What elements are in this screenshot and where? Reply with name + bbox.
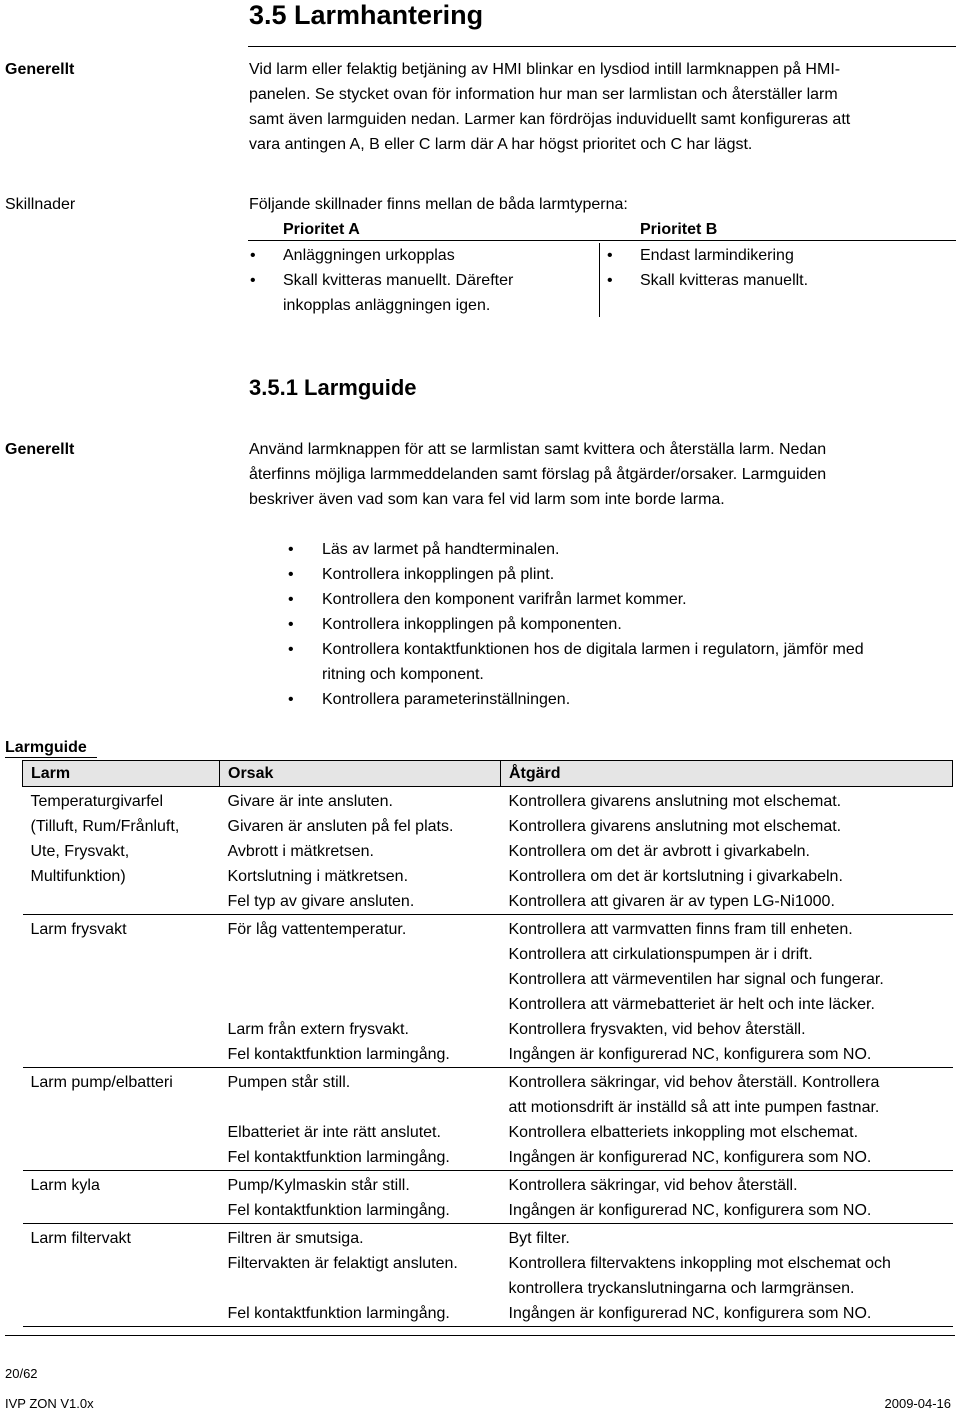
cell-line — [31, 1198, 220, 1223]
cell-line — [31, 1095, 220, 1120]
larmguide-title-underline — [5, 757, 97, 758]
cell-line — [31, 889, 220, 914]
table-body — [23, 787, 953, 1327]
prio-a-list — [249, 243, 589, 318]
cell-line: Givare är inte ansluten. — [227, 793, 393, 810]
cell-line: Kontrollera om det är avbrott i givarkabeln. — [508, 843, 810, 860]
cell-line: Kontrollera om det är kortslutning i givarkabeln. — [508, 868, 843, 885]
cell-larm — [23, 915, 220, 1068]
cell-orsak — [220, 1068, 501, 1171]
cell-line: Larm frysvakt — [30, 921, 127, 938]
generellt2-text — [249, 437, 949, 512]
cell-line — [228, 942, 501, 967]
table-row — [23, 787, 953, 915]
cell-line: Kontrollera att givaren är av typen LG-Ni1000. — [508, 893, 835, 910]
cell-atgard — [501, 1068, 953, 1171]
cell-line — [31, 1120, 220, 1145]
cell-line: Kontrollera elbatteriets inkoppling mot elschemat. — [508, 1124, 859, 1141]
skillnader-intro: Följande skillnader finns mellan de båda larmtyperna: — [249, 196, 628, 213]
cell-line: Ingången är konfigurerad NC, konfigurera som NO. — [508, 1305, 872, 1322]
text-line: vara antingen A, B eller C larm där A har högst prioritet och C har lägst. — [249, 136, 753, 153]
cell-atgard — [501, 1171, 953, 1224]
cell-line: Kontrollera att cirkulationspumpen är i drift. — [508, 946, 813, 963]
generellt-text — [249, 57, 949, 157]
generellt-label: Generellt — [5, 61, 75, 78]
check-list — [288, 537, 948, 712]
table-row — [23, 1171, 953, 1224]
check-item: • Läs av larmet på handterminalen. — [288, 537, 948, 562]
column-header-atgard: Åtgärd — [501, 761, 953, 787]
cell-orsak — [220, 1171, 501, 1224]
subsection-title: 3.5.1 Larmguide — [249, 375, 417, 400]
text-line: Använd larmknappen för att se larmlistan samt kvittera och återställa larm. Nedan — [249, 441, 827, 458]
cell-line: Fel kontaktfunktion larmingång. — [227, 1149, 450, 1166]
footer-divider — [5, 1335, 955, 1336]
check-item-continuation: ritning och komponent. — [322, 666, 484, 683]
page-number: 20/62 — [5, 1366, 38, 1381]
cell-line: Filtervakten är felaktigt ansluten. — [227, 1255, 458, 1272]
table-row — [23, 1068, 953, 1171]
cell-line: Kontrollera att varmvatten finns fram till enheten. — [508, 921, 853, 938]
text-line: panelen. Se stycket ovan för information hur man ser larmlistan och återställer larm — [249, 86, 838, 103]
cell-orsak — [220, 1224, 501, 1327]
prio-a-item: • Anläggningen urkopplas — [249, 243, 589, 268]
skillnader-label: Skillnader — [5, 196, 76, 213]
cell-line — [31, 1042, 220, 1067]
text-line: samt även larmguiden nedan. Larmer kan fördröjas induviduellt samt konfigureras att — [249, 111, 851, 128]
cell-line: Kontrollera frysvakten, vid behov återställ. — [508, 1021, 806, 1038]
cell-line: Temperaturgivarfel — [30, 793, 163, 810]
column-header-orsak: Orsak — [220, 761, 501, 787]
cell-line: Fel kontaktfunktion larmingång. — [227, 1305, 450, 1322]
cell-larm — [23, 1224, 220, 1327]
prio-a-heading: Prioritet A — [283, 221, 360, 238]
cell-larm — [23, 1171, 220, 1224]
cell-line: Fel kontaktfunktion larmingång. — [227, 1046, 450, 1063]
cell-line: Kontrollera att värmeventilen har signal och fungerar. — [508, 971, 884, 988]
cell-line: Elbatteriet är inte rätt anslutet. — [227, 1124, 441, 1141]
cell-line: Filtren är smutsiga. — [227, 1230, 364, 1247]
cell-line: Larm från extern frysvakt. — [227, 1021, 409, 1038]
cell-larm — [23, 1068, 220, 1171]
cell-line — [31, 1251, 220, 1276]
cell-line — [31, 1145, 220, 1170]
title-divider — [248, 46, 956, 47]
cell-line: Kontrollera givarens anslutning mot elschemat. — [508, 793, 842, 810]
cell-line — [31, 992, 220, 1017]
prio-b-heading: Prioritet B — [640, 221, 718, 238]
cell-orsak — [220, 915, 501, 1068]
larmguide-table — [22, 760, 953, 1327]
cell-line: Givaren är ansluten på fel plats. — [227, 818, 454, 835]
cell-line — [228, 967, 501, 992]
skillnader-column-divider — [599, 243, 600, 317]
check-item: • Kontrollera kontaktfunktionen hos de digitala larmen i regulatorn, jämför med — [288, 637, 948, 662]
table-row — [23, 1224, 953, 1327]
cell-line: att motionsdrift är inställd så att inte pumpen fastnar. — [508, 1099, 880, 1116]
cell-line: Kortslutning i mätkretsen. — [227, 868, 409, 885]
cell-line — [228, 992, 501, 1017]
cell-atgard — [501, 1224, 953, 1327]
cell-line: Larm pump/elbatteri — [30, 1074, 173, 1091]
text-line: beskriver även vad som kan vara fel vid larm som inte borde larma. — [249, 491, 725, 508]
document-name: IVP ZON V1.0x — [5, 1396, 94, 1411]
text-line: Vid larm eller felaktig betjäning av HMI blinkar en lysdiod intill larmknappen på HMI- — [249, 61, 841, 78]
cell-line: Kontrollera filtervaktens inkoppling mot elschemat och — [508, 1255, 891, 1272]
cell-line — [31, 1276, 220, 1301]
cell-line: Avbrott i mätkretsen. — [227, 843, 374, 860]
check-item: • Kontrollera inkopplingen på plint. — [288, 562, 948, 587]
cell-line: Kontrollera säkringar, vid behov återställ. — [508, 1177, 798, 1194]
cell-atgard — [501, 787, 953, 915]
check-item: • Kontrollera den komponent varifrån larmet kommer. — [288, 587, 948, 612]
cell-line: Byt filter. — [508, 1230, 570, 1247]
cell-line: Pump/Kylmaskin står still. — [227, 1177, 410, 1194]
document-date: 2009-04-16 — [884, 1396, 951, 1411]
cell-line — [31, 967, 220, 992]
cell-line: Ingången är konfigurerad NC, konfigurera som NO. — [508, 1202, 872, 1219]
text-line: återfinns möjliga larmmeddelanden samt förslag på åtgärder/orsaker. Larmguiden — [249, 466, 827, 483]
cell-line: Ingången är konfigurerad NC, konfigurera som NO. — [508, 1149, 872, 1166]
cell-larm — [23, 787, 220, 915]
larmguide-table-title: Larmguide — [5, 739, 87, 756]
generellt2-label: Generellt — [5, 441, 75, 458]
table-header-row — [23, 761, 953, 787]
cell-line — [31, 1301, 220, 1326]
check-item: • Kontrollera inkopplingen på komponenten. — [288, 612, 948, 637]
check-item: • Kontrollera parameterinställningen. — [288, 687, 948, 712]
cell-line: (Tilluft, Rum/Frånluft, — [30, 818, 180, 835]
cell-line — [228, 1276, 501, 1301]
cell-line: kontrollera tryckanslutningarna och larmgränsen. — [508, 1280, 855, 1297]
cell-line: Larm kyla — [30, 1177, 100, 1194]
section-title: 3.5 Larmhantering — [249, 0, 484, 30]
cell-line: Ute, Frysvakt, — [30, 843, 130, 860]
cell-line: Larm filtervakt — [30, 1230, 131, 1247]
cell-orsak — [220, 787, 501, 915]
prio-a-item-continuation: inkopplas anläggningen igen. — [283, 297, 491, 314]
prio-b-item: • Endast larmindikering — [606, 243, 946, 268]
cell-line: Ingången är konfigurerad NC, konfigurera som NO. — [508, 1046, 872, 1063]
column-header-larm: Larm — [23, 761, 220, 787]
prio-b-list — [606, 243, 946, 293]
cell-line: Fel typ av givare ansluten. — [227, 893, 415, 910]
cell-line: Pumpen står still. — [227, 1074, 351, 1091]
cell-line — [31, 942, 220, 967]
cell-line: Multifunktion) — [30, 868, 126, 885]
cell-line — [228, 1095, 501, 1120]
cell-line: Kontrollera säkringar, vid behov återställ. Kontrollera — [508, 1074, 880, 1091]
cell-line: Kontrollera givarens anslutning mot elschemat. — [508, 818, 842, 835]
skillnader-divider — [248, 240, 956, 241]
cell-line: För låg vattentemperatur. — [227, 921, 407, 938]
cell-atgard — [501, 915, 953, 1068]
prio-a-item: • Skall kvitteras manuellt. Därefter — [249, 268, 589, 293]
prio-b-item: • Skall kvitteras manuellt. — [606, 268, 946, 293]
cell-line: Kontrollera att värmebatteriet är helt och inte läcker. — [508, 996, 875, 1013]
cell-line: Fel kontaktfunktion larmingång. — [227, 1202, 450, 1219]
cell-line — [31, 1017, 220, 1042]
table-row — [23, 915, 953, 1068]
